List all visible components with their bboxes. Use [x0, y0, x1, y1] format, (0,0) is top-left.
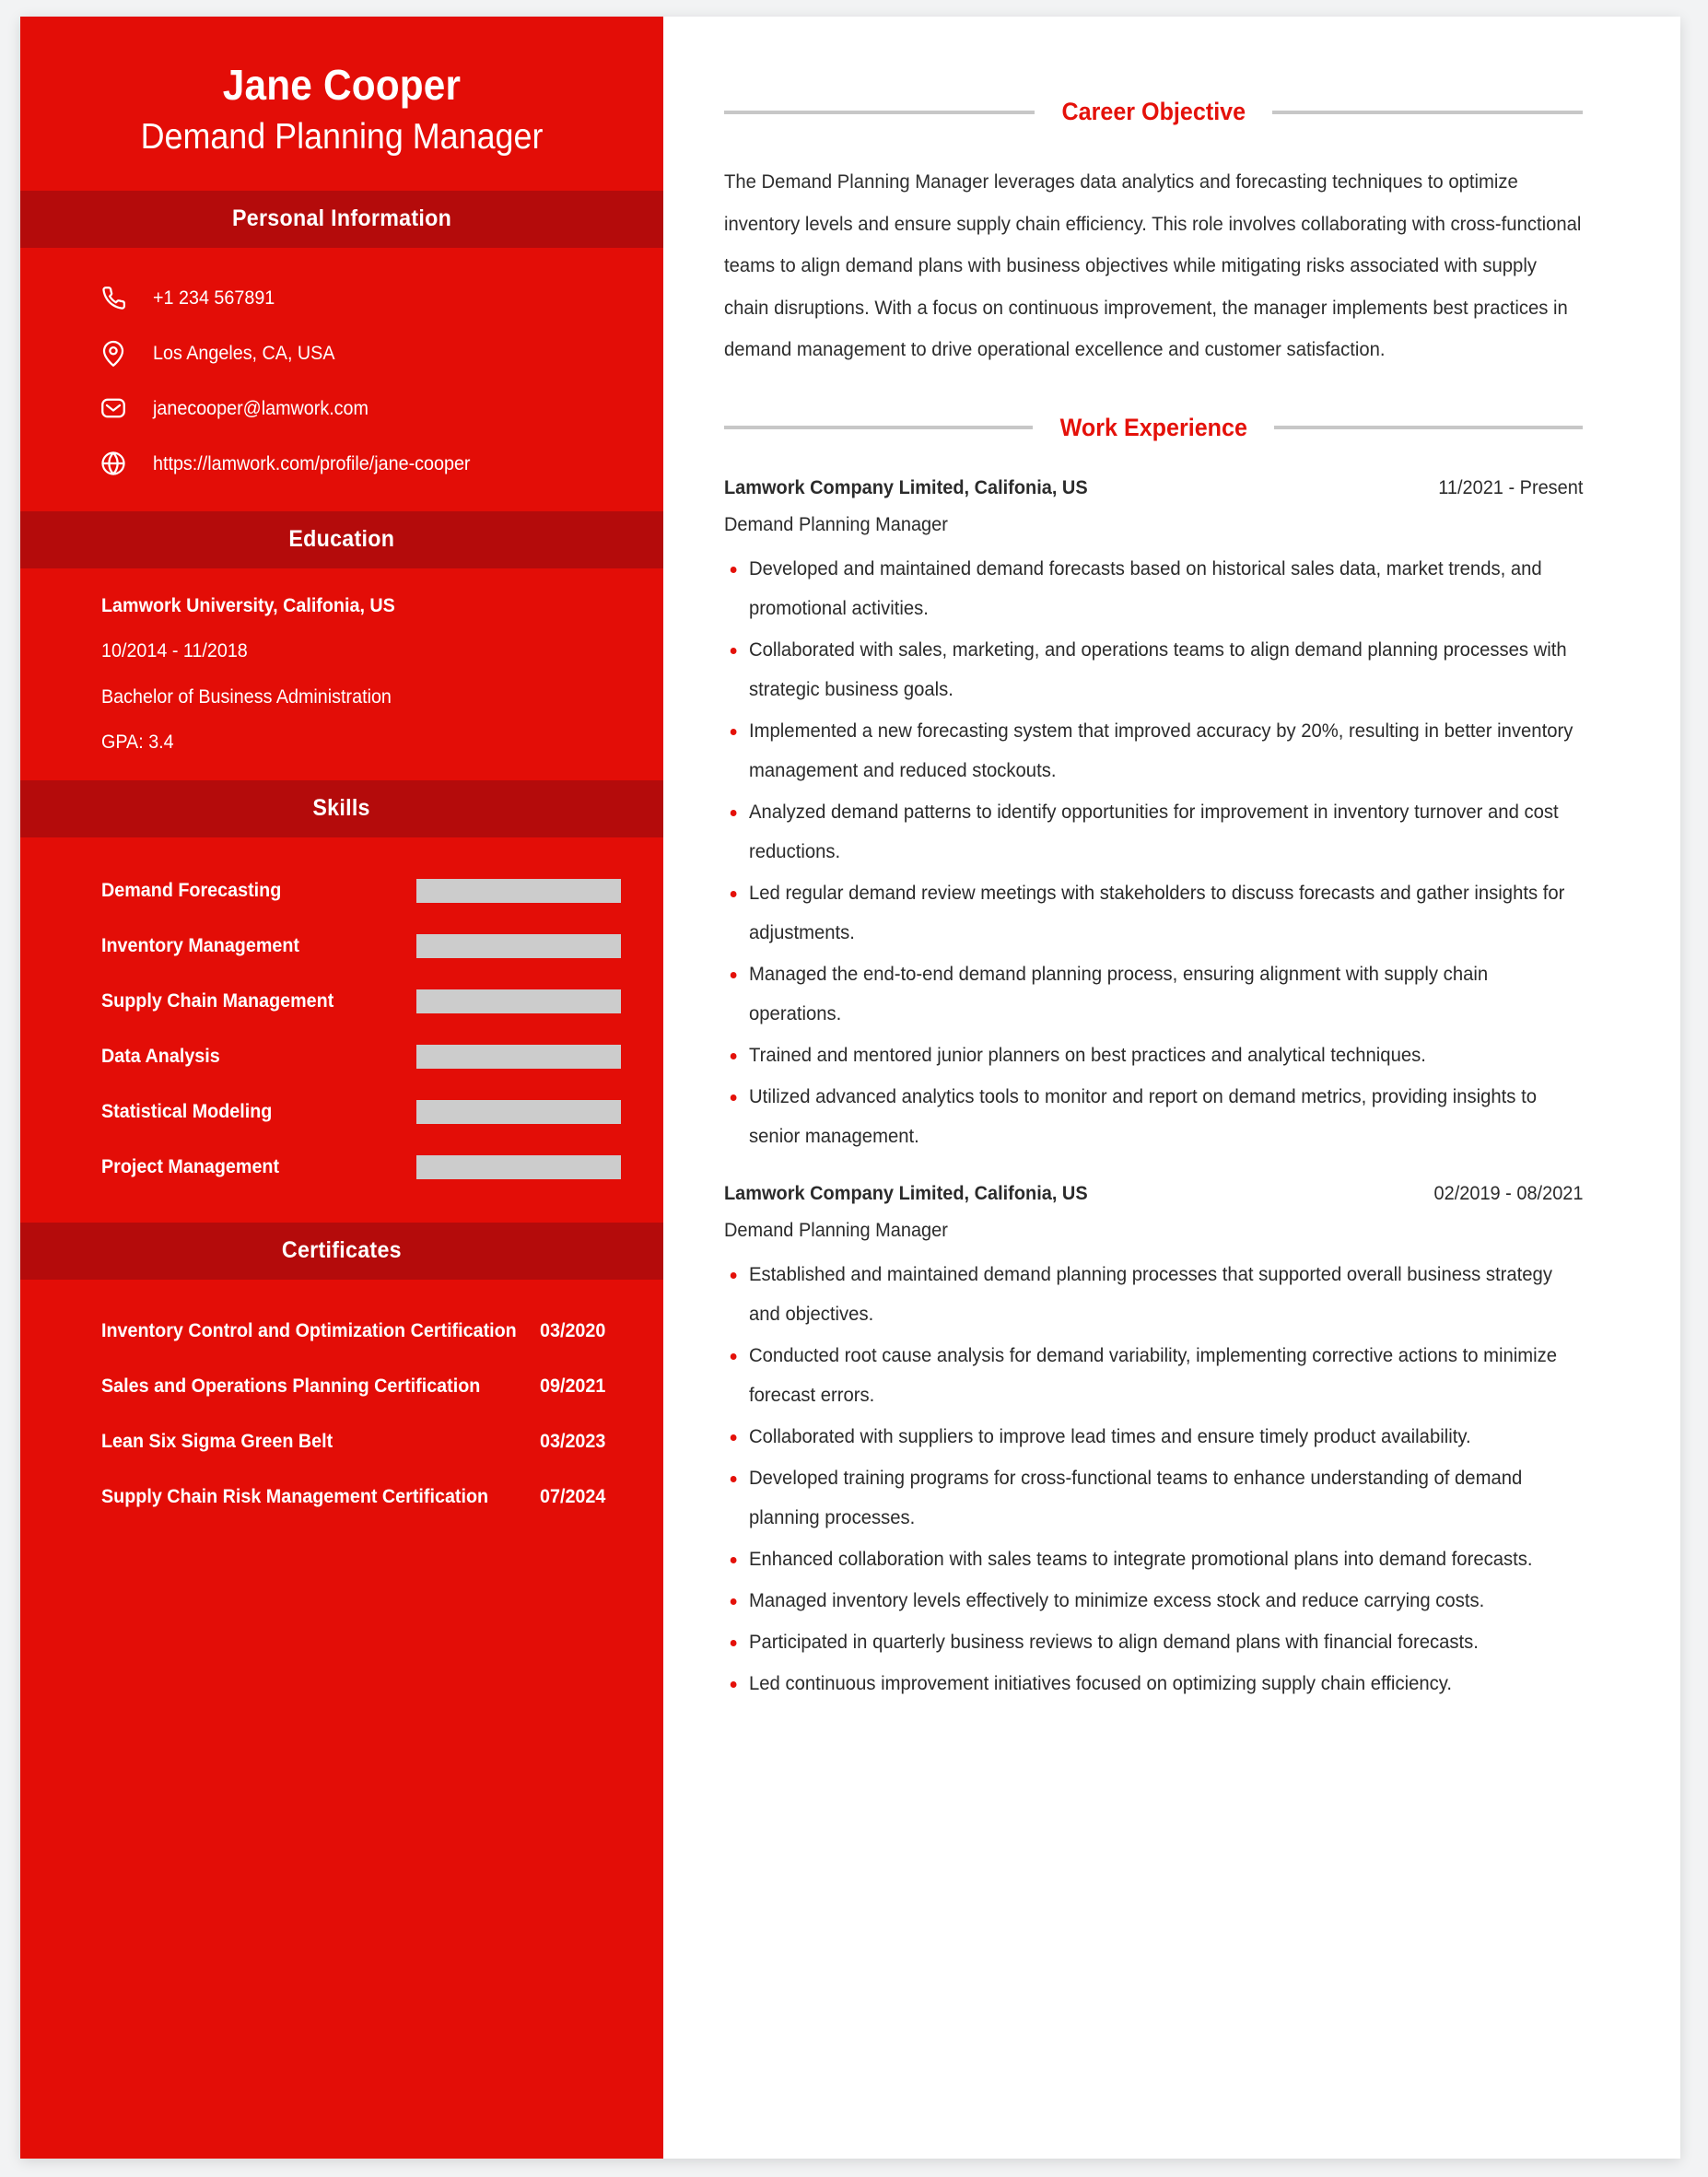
certificate-date: 07/2024 [540, 1486, 606, 1508]
phone-icon [98, 282, 129, 313]
education-body [20, 568, 663, 780]
certificate-row [20, 1359, 663, 1414]
skill-label: Data Analysis [101, 1046, 220, 1068]
skill-row [20, 863, 663, 919]
certificate-row [20, 1304, 663, 1359]
section-band-skills [20, 780, 663, 837]
skill-row [20, 1029, 663, 1084]
certificates-body [20, 1280, 663, 1549]
job-dates: 02/2019 - 08/2021 [1433, 1182, 1583, 1204]
job-bullet: Analyzed demand patterns to identify opportunities for improvement in inventory turnover and cost reductions. [724, 792, 1583, 872]
job-company: Lamwork Company Limited, Califonia, US [724, 476, 1088, 498]
job-bullet: Led continuous improvement initiatives focused on optimizing supply chain efficiency. [724, 1664, 1583, 1703]
certificate-row [20, 1414, 663, 1469]
section-title-career-objective: Career Objective [1061, 98, 1246, 125]
contact-value-phone: +1 234 567891 [153, 287, 275, 309]
contact-row-location[interactable] [20, 325, 663, 380]
skill-level-bar [416, 934, 621, 958]
certificate-date: 03/2023 [540, 1431, 606, 1453]
skill-label: Project Management [101, 1156, 280, 1178]
skill-level-bar [416, 1155, 621, 1179]
job-bullet: Implemented a new forecasting system that improved accuracy by 20%, resulting in better inventory management and reduced stockouts. [724, 711, 1583, 790]
divider-left [724, 111, 1035, 114]
skill-label: Statistical Modeling [101, 1101, 273, 1123]
contact-row-phone[interactable] [20, 270, 663, 325]
education-gpa: GPA: 3.4 [101, 731, 174, 753]
skill-level-bar [416, 1100, 621, 1124]
name-block [20, 17, 663, 191]
sidebar [20, 17, 663, 2159]
job-bullet: Led regular demand review meetings with stakeholders to discuss forecasts and gather insights for adjustments. [724, 873, 1583, 953]
certificate-name: Supply Chain Risk Management Certification [101, 1486, 489, 1508]
job-bullet: Participated in quarterly business reviews to align demand plans with financial forecasts. [724, 1622, 1583, 1662]
skill-label: Inventory Management [101, 935, 299, 957]
section-header-work-experience [724, 414, 1583, 442]
section-band-education [20, 511, 663, 568]
job-role: Demand Planning Manager [724, 513, 948, 535]
job-company: Lamwork Company Limited, Califonia, US [724, 1182, 1088, 1204]
divider-right [1272, 111, 1583, 114]
main-content [663, 17, 1680, 2159]
certificate-name: Inventory Control and Optimization Certification [101, 1320, 517, 1342]
resume-page [20, 17, 1680, 2159]
contact-value-email: janecooper@lamwork.com [153, 397, 369, 419]
certificate-name: Sales and Operations Planning Certification [101, 1375, 481, 1398]
section-title-certificates: Certificates [282, 1237, 402, 1264]
job-bullet: Trained and mentored junior planners on best practices and analytical techniques. [724, 1036, 1583, 1075]
full-name: Jane Cooper [222, 61, 462, 109]
section-title-skills: Skills [312, 795, 371, 822]
skill-level-bar [416, 1045, 621, 1069]
certificate-date: 09/2021 [540, 1375, 606, 1398]
section-band-certificates [20, 1223, 663, 1280]
skill-label: Demand Forecasting [101, 880, 282, 902]
job-bullet: Enhanced collaboration with sales teams to integrate promotional plans into demand forecasts. [724, 1539, 1583, 1579]
education-dates: 10/2014 - 11/2018 [101, 640, 248, 662]
section-band-personal-information [20, 191, 663, 248]
job-bullet: Utilized advanced analytics tools to monitor and report on demand metrics, providing insights to senior management. [724, 1077, 1583, 1156]
job-header [724, 1183, 1583, 1205]
education-degree: Bachelor of Business Administration [101, 685, 392, 708]
job-bullet: Collaborated with suppliers to improve lead times and ensure timely product availability. [724, 1417, 1583, 1457]
skill-row [20, 919, 663, 974]
job-dates: 11/2021 - Present [1437, 476, 1583, 498]
job-title: Demand Planning Manager [140, 117, 544, 158]
job-bullets [724, 1255, 1583, 1704]
skills-body [20, 837, 663, 1223]
globe-icon [98, 448, 129, 479]
job-header [724, 477, 1583, 499]
job-bullets [724, 549, 1583, 1157]
certificate-name: Lean Six Sigma Green Belt [101, 1431, 333, 1453]
skill-row [20, 974, 663, 1029]
work-experience-entry [724, 477, 1583, 1157]
job-role: Demand Planning Manager [724, 1219, 948, 1241]
job-bullet: Managed inventory levels effectively to minimize excess stock and reduce carrying costs. [724, 1581, 1583, 1621]
contact-value-location: Los Angeles, CA, USA [153, 342, 335, 364]
career-objective-text: The Demand Planning Manager leverages data analytics and forecasting techniques to optimize inventory levels and ensure supply chain efficiency. This role involves collaborating with cross-functional teams to align demand plans with business objectives while mitigating risks associated with supply chain disruptions. With a focus on continuous improvement, the manager implements best practices in demand management to drive operational excellence and customer satisfaction. [724, 171, 1582, 361]
section-title-work-experience: Work Experience [1059, 413, 1247, 441]
section-title-education: Education [288, 526, 395, 553]
skill-level-bar [416, 989, 621, 1013]
work-experience-entry [724, 1183, 1583, 1704]
section-header-career-objective [724, 98, 1583, 126]
skill-label: Supply Chain Management [101, 990, 334, 1012]
skill-row [20, 1140, 663, 1195]
certificate-date: 03/2020 [540, 1320, 606, 1342]
envelope-icon [98, 392, 129, 424]
certificate-row [20, 1469, 663, 1525]
job-bullet: Managed the end-to-end demand planning process, ensuring alignment with supply chain operations. [724, 954, 1583, 1034]
contact-row-website[interactable] [20, 436, 663, 491]
job-bullet: Developed and maintained demand forecasts based on historical sales data, market trends, and promotional activities. [724, 549, 1583, 628]
job-bullet: Developed training programs for cross-functional teams to enhance understanding of demand planning processes. [724, 1458, 1583, 1538]
personal-information-body [20, 248, 663, 511]
divider-left [724, 426, 1033, 429]
location-pin-icon [98, 337, 129, 369]
job-bullet: Conducted root cause analysis for demand variability, implementing corrective actions to minimize forecast errors. [724, 1336, 1583, 1415]
skill-level-bar [416, 879, 621, 903]
job-bullet: Established and maintained demand planning processes that supported overall business strategy and objectives. [724, 1255, 1583, 1334]
section-title-personal-information: Personal Information [231, 205, 452, 232]
skill-row [20, 1084, 663, 1140]
education-school: Lamwork University, Califonia, US [101, 595, 395, 617]
job-bullet: Collaborated with sales, marketing, and operations teams to align demand planning processes with strategic business goals. [724, 630, 1583, 709]
divider-right [1274, 426, 1583, 429]
contact-value-website: https://lamwork.com/profile/jane-cooper [153, 452, 471, 474]
contact-row-email[interactable] [20, 380, 663, 436]
